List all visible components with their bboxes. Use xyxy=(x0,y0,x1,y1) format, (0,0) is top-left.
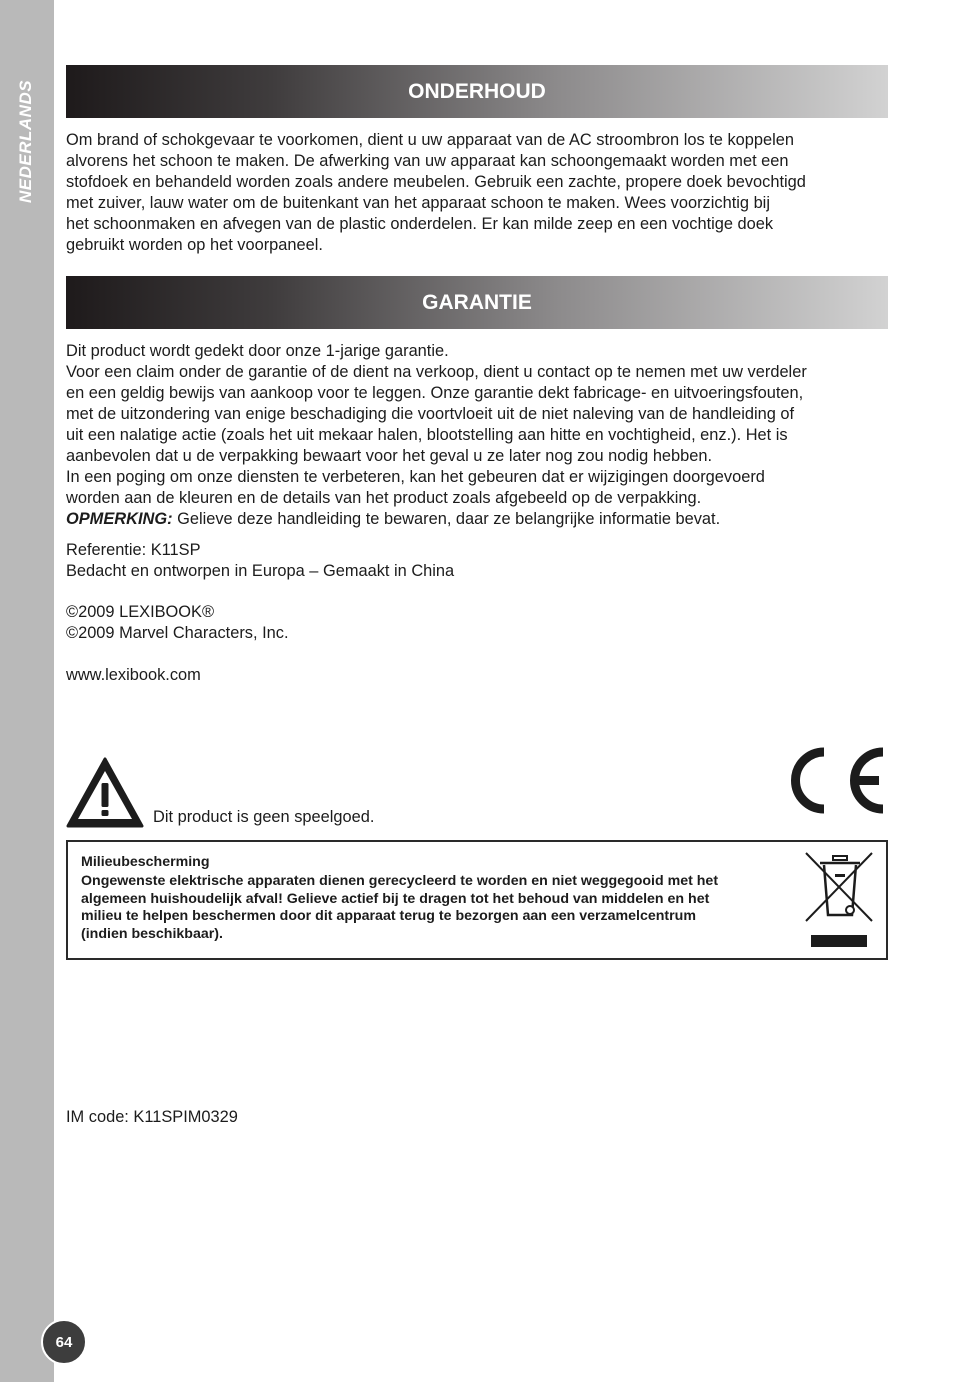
onderhoud-line: alvorens het schoon te maken. De afwerking van uw apparaat kan schoongemaakt worden met een xyxy=(66,152,789,170)
section-header-garantie xyxy=(66,276,888,329)
onderhoud-line: stofdoek en behandeld worden zoals andere meubelen. Gebruik een zachte, propere doek bevochtigd xyxy=(66,173,806,191)
warning-text: Dit product is geen speelgoed. xyxy=(153,808,375,826)
garantie-line: en een geldig bewijs van aankoop voor te leggen. Onze garantie dekt fabricage- en uitvoeringsfouten, xyxy=(66,384,804,402)
environment-title: Milieubescherming xyxy=(81,854,210,870)
copyright-block xyxy=(66,602,896,644)
origin-text: Bedacht en ontworpen in Europa – Gemaakt in China xyxy=(66,562,455,580)
website-link[interactable]: www.lexibook.com xyxy=(66,666,201,684)
reference-block xyxy=(66,540,896,582)
garantie-line: In een poging om onze diensten te verbeteren, kan het gebeuren dat er wijzigingen doorgevoerd xyxy=(66,468,765,486)
website-block xyxy=(66,665,896,686)
note-text: Gelieve deze handleiding te bewaren, daar ze belangrijke informatie bevat. xyxy=(172,510,721,528)
reference-code: Referentie: K11SP xyxy=(66,541,201,559)
onderhoud-line: met zuiver, lauw water om de buitenkant van het apparaat schoon te maken. Wees voorzichtig bij xyxy=(66,194,770,212)
language-label: NEDERLANDS xyxy=(16,79,35,203)
im-code: IM code: K11SPIM0329 xyxy=(66,1108,238,1126)
environment-line: algemeen huishoudelijk afval! Gelieve actief bij te dragen tot het behoud van middelen en het xyxy=(81,890,710,907)
section-title-garantie: GARANTIE xyxy=(422,290,532,314)
note-label: OPMERKING: xyxy=(66,510,173,528)
environment-line: Ongewenste elektrische apparaten dienen gerecycleerd te worden en niet weggegooid met het xyxy=(81,873,719,889)
environment-text xyxy=(81,873,718,943)
garantie-line: met de uitzondering van enige beschadiging die voortvloeit uit de niet naleving van de handleiding of xyxy=(66,405,795,423)
environment-notice-box xyxy=(66,840,888,960)
environment-line: (indien beschikbaar). xyxy=(81,925,223,942)
garantie-line: Dit product wordt gedekt door onze 1-jarige garantie. xyxy=(66,342,449,360)
ce-mark-icon xyxy=(786,744,886,817)
copyright-lexibook: ©2009 LEXIBOOK® xyxy=(66,603,215,621)
garantie-line: uit een nalatige actie (zoals het uit mekaar halen, blootstelling aan hitte en vochtigheid, enz.). Het is xyxy=(66,426,788,444)
im-code-block xyxy=(66,1107,896,1128)
garantie-line: worden aan de kleuren en de details van het product zoals afgebeeld op de verpakking. xyxy=(66,489,702,507)
sidebar-strip xyxy=(0,0,54,1382)
garantie-note xyxy=(66,509,896,530)
onderhoud-line: gebruikt worden op het voorpaneel. xyxy=(66,236,323,254)
crossed-out-bin-icon xyxy=(804,851,876,951)
section-header-onderhoud xyxy=(66,65,888,118)
onderhoud-paragraph xyxy=(66,130,896,256)
onderhoud-line: het schoonmaken en afvegen van de plastic onderdelen. Er kan milde zeep en een vochtige doek xyxy=(66,215,774,233)
onderhoud-line: Om brand of schokgevaar te voorkomen, dient u uw apparaat van de AC stroombron los te koppelen xyxy=(66,131,794,149)
garantie-line: Voor een claim onder de garantie of de dient na verkoop, dient u contact op te nemen met uw verdeler xyxy=(66,363,807,381)
copyright-marvel: ©2009 Marvel Characters, Inc. xyxy=(66,624,289,642)
section-title-onderhoud: ONDERHOUD xyxy=(408,79,546,103)
environment-line: milieu te helpen beschermen door dit apparaat terug te bezorgen aan een verzamelcentrum xyxy=(81,908,696,924)
garantie-line: aanbevolen dat u de verpakking bewaart voor het geval u ze later nog zou nodig hebben. xyxy=(66,447,713,465)
garantie-paragraph xyxy=(66,341,896,530)
warning-triangle-icon xyxy=(66,757,144,829)
page-number-badge: 64 xyxy=(41,1319,87,1365)
